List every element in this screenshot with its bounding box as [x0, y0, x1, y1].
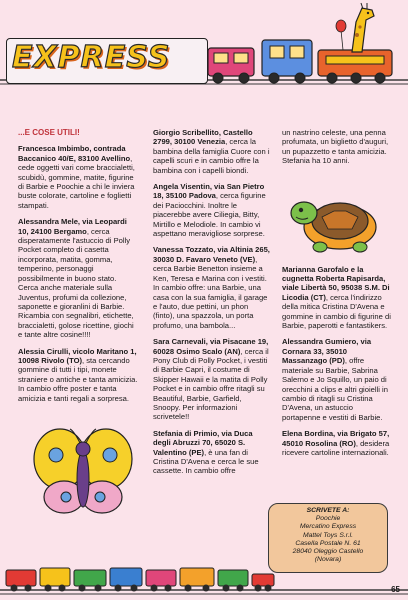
ad-text: , desidera ricevere cartoline internazionali. [282, 438, 390, 457]
column-3 [282, 128, 392, 464]
ad-entry [153, 245, 271, 330]
ad-text: , cerca il Pony Club di Polly Pocket, i vestiti di Barbie Capri, il costume di Skipper Hawaii e la matita di Polly Pocket e in cambio offre ritagli su Beautiful, Barbie, Garfield, Snoopy. Per informazioni scrivetele!! [153, 346, 269, 422]
ad-name: Alessandra Mele, via Leopardi 10, 24100 Bergamo [18, 217, 127, 236]
ad-entry [18, 347, 138, 403]
ad-text: , cerca figurine dei Paciocchini. Inoltre le piacerebbe avere Ciliegia, Bitty, Mirtillo e Melodiole. In cambio vi aspettano meravigliose sorprese. [153, 191, 266, 239]
turtle-illustration [282, 173, 392, 265]
ad-text: , cerca l'indirizzo della mitica Cristina D'Avena e gommine in cambio di figurine di Barbie, paperotti e fantastikers. [282, 292, 391, 331]
column-2 [153, 128, 271, 483]
ad-text: , cede oggetti vari come braccialetti, scubidù, gommine, matite, figurine di Barbie e Poochie a chi le inviera buste colorate, cartoline e foglietti stampati. [18, 153, 135, 210]
butterfly-illustration [30, 425, 135, 520]
address-line: Mattel Toys S.r.l. [302, 531, 354, 539]
ad-name: Marianna Garofalo e la cugnetta Roberta Rapisarda, viale Libertà 50, 95038 S.M. Di Licodia (CT) [282, 264, 390, 302]
ad-name: Vanessa Tozzato, via Altinia 265, 30030 D. Favaro Veneto (VE) [153, 245, 270, 264]
ad-name: Stefania di Primio, via Duca degli Abruzzi 70, 65020 S. Valentino (PE) [153, 428, 253, 457]
ad-text: , cerca Barbie Benetton insieme a Ken, Teresa e Marina con i vestiti. In cambio offre: una Barbie, una casa con la sua famiglia, il garage e l'auto, due pettini, un phon (finto), una spazzola, un porta profumo, una bambola... [153, 254, 268, 330]
address-line: Poochie [315, 515, 341, 523]
ad-entry [282, 429, 392, 457]
section-title: ...E COSE UTILI! [18, 128, 80, 137]
address-line: Casella Postale N. 61 [295, 539, 361, 547]
header [0, 0, 408, 92]
ad-entry [153, 429, 271, 476]
ad-entry [18, 217, 138, 339]
column-1 [18, 128, 138, 410]
ad-entry [282, 265, 392, 331]
ad-text: , è una fan di Cristina D'Avena e cerca le sue cassette. In cambio offre [153, 447, 259, 476]
ad-text: un nastrino celeste, una penna profumata, un biglietto d'auguri, un pupazzetto e tanta amicizia. Stefania ha 10 anni. [282, 128, 389, 166]
ad-text: , cerca disperatamente l'astuccio di Polly Pocket completo di casetta incorporata, matita, gomma, temperino, personaggi possibilmente in buono stato. Cerca anche materiale sulla Juventus, profumi da collezione, saponette e gioranlini di Barbie. Ricambia con segnalibri, etichette, braccialetti, golose ricettine, giochi e tante altre cosine!!!! [18, 226, 134, 340]
ad-name: Alessia Cirulli, vicolo Maritano 1, 10098 Rivolo (TO) [18, 346, 137, 365]
ad-entry [153, 182, 271, 238]
ad-entry [282, 128, 392, 166]
ad-entry [18, 144, 138, 210]
ad-text: , offre materiale su Barbie, Sabrina Salerno e Jo Squillo, un paio di orecchini a clips e altri gioielli in cambio di ritagli su Cristina D'Avena, un astuccio portapenne e vestiti di Barbie. [282, 356, 388, 422]
ad-text: , cerca la bambina della famiglia Cuore con i capelli scuri e in cambio offre la bambina con i capelli biondi. [153, 137, 270, 175]
address-line: (Novara) [314, 556, 342, 564]
ad-name: Angela Visentin, via San Pietro 18, 35100 Padova [153, 182, 265, 201]
ad-entry [282, 337, 392, 422]
ad-entry [153, 128, 271, 175]
ad-name: Alessandra Gumiero, via Cornara 33, 35010 Massanzago (PD) [282, 337, 372, 366]
ad-name: Sara Carnevali, via Pisacane 19, 60028 Osimo Scalo (AN) [153, 337, 269, 356]
footer-train-illustration [0, 540, 408, 600]
ad-entry [153, 337, 271, 422]
address-label: SCRIVETE A: [306, 507, 350, 514]
ad-name: Giorgio Scribellito, Castello 2799, 30100 Venezia [153, 128, 253, 147]
page-number: 65 [391, 585, 400, 594]
address-line: Mercatino Express [299, 523, 357, 531]
address-line: 28040 Oleggio Castello [292, 548, 364, 556]
ad-name: Francesca Imbimbo, contrada Baccanico 40/E, 83100 Avellino [18, 144, 131, 163]
ad-text: , sta cercando gommine di tutti i tipi, monete straniere o antiche e tanta amicizia. In cambio offre poster e tanta amicizia e tanti regali a sorpresa. [18, 355, 138, 403]
header-title-text: EXPRESS [12, 40, 171, 75]
ad-name: Elena Bordina, via Brigato 57, 45010 Rosolina (RO) [282, 429, 390, 448]
